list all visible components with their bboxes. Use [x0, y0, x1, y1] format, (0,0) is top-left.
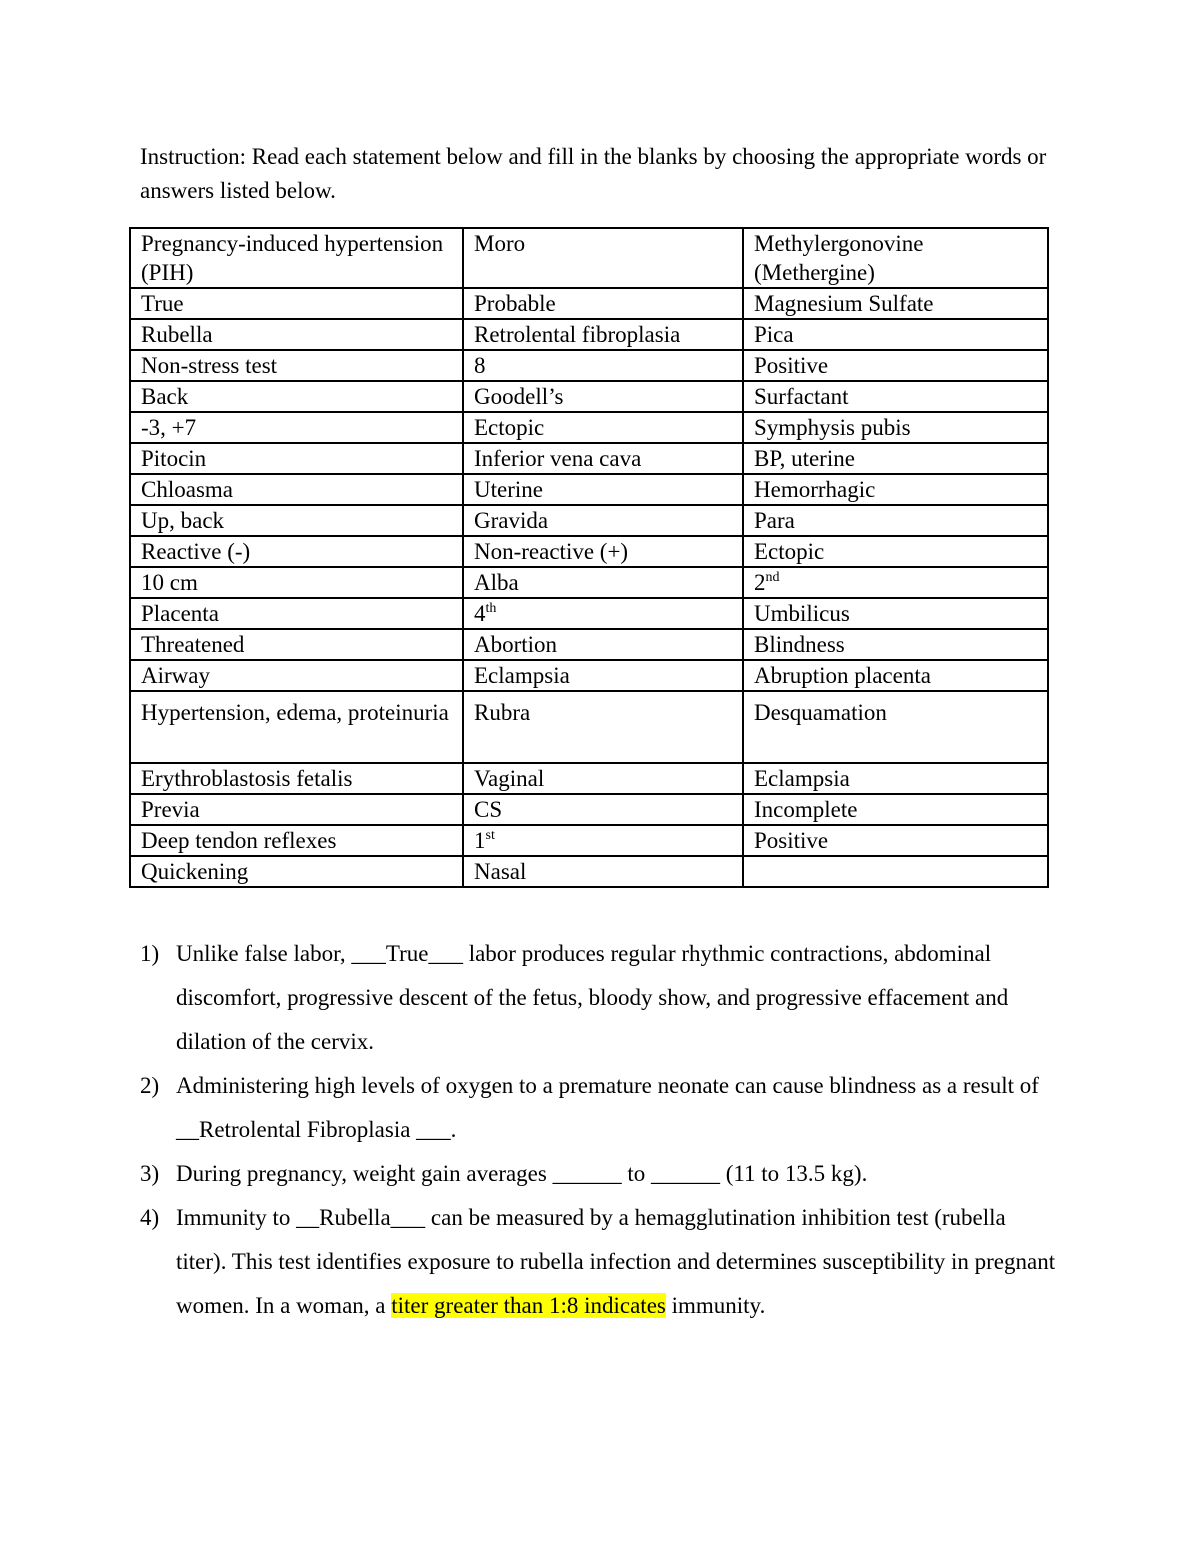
table-row: [130, 350, 1048, 381]
table-row: [130, 474, 1048, 505]
word-bank-table: [129, 227, 1049, 888]
table-cell: Erythroblastosis fetalis: [130, 763, 463, 794]
table-row: [130, 567, 1048, 598]
table-row: [130, 763, 1048, 794]
table-cell: Up, back: [130, 505, 463, 536]
table-cell: Deep tendon reflexes: [130, 825, 463, 856]
question-item: [140, 932, 1060, 1064]
question-text: During pregnancy, weight gain averages ______ to ______ (11 to 13.5 kg).: [176, 1161, 868, 1186]
table-cell: Pregnancy-induced hypertension (PIH): [130, 228, 463, 288]
table-cell: Nasal: [463, 856, 743, 887]
table-row: [130, 825, 1048, 856]
table-row: [130, 381, 1048, 412]
table-cell: Vaginal: [463, 763, 743, 794]
table-cell: Pica: [743, 319, 1048, 350]
table-row: [130, 443, 1048, 474]
table-cell: Reactive (-): [130, 536, 463, 567]
question-text: Immunity to __Rubella___ can be measured by a hemagglutination inhibition test (rubella titer). This test identifies exposure to rubella infection and determines susceptibility in pregnant women. In a woman, a: [176, 1205, 1056, 1318]
table-cell: Blindness: [743, 629, 1048, 660]
table-cell: Pitocin: [130, 443, 463, 474]
table-cell: Ectopic: [743, 536, 1048, 567]
table-cell: Gravida: [463, 505, 743, 536]
table-cell: Placenta: [130, 598, 463, 629]
table-cell: Hemorrhagic: [743, 474, 1048, 505]
ordinal-number: 4: [474, 601, 486, 626]
table-cell: Non-reactive (+): [463, 536, 743, 567]
table-row: [130, 794, 1048, 825]
question-item: [140, 1196, 1060, 1328]
table-cell: 10 cm: [130, 567, 463, 598]
table-row: [130, 319, 1048, 350]
table-cell: Chloasma: [130, 474, 463, 505]
table-cell: Umbilicus: [743, 598, 1048, 629]
table-cell: [463, 825, 743, 856]
ordinal-number: 2: [754, 570, 766, 595]
table-cell: Eclampsia: [463, 660, 743, 691]
table-cell: Positive: [743, 825, 1048, 856]
table-row: [130, 288, 1048, 319]
table-cell: 8: [463, 350, 743, 381]
table-row: [130, 629, 1048, 660]
table-cell: [743, 856, 1048, 887]
table-cell: CS: [463, 794, 743, 825]
table-cell: Uterine: [463, 474, 743, 505]
table-cell: Ectopic: [463, 412, 743, 443]
question-text: Unlike false labor, ___True___ labor produces regular rhythmic contractions, abdominal discomfort, progressive descent of the fetus, bloody show, and progressive effacement and dilation of the cervix.: [176, 941, 1009, 1054]
table-row: [130, 228, 1048, 288]
table-row: [130, 660, 1048, 691]
table-cell: Probable: [463, 288, 743, 319]
table-cell: Rubra: [463, 691, 743, 763]
table-cell: Incomplete: [743, 794, 1048, 825]
table-cell: Goodell’s: [463, 381, 743, 412]
question-item: [140, 1064, 1060, 1152]
table-cell: Surfactant: [743, 381, 1048, 412]
table-cell: True: [130, 288, 463, 319]
table-cell: Positive: [743, 350, 1048, 381]
question-text: Administering high levels of oxygen to a premature neonate can cause blindness as a result of __Retrolental Fibroplasia ___.: [176, 1073, 1039, 1142]
question-item: [140, 1152, 1060, 1196]
table-cell: Back: [130, 381, 463, 412]
table-cell: [743, 567, 1048, 598]
question-text: immunity.: [665, 1293, 766, 1318]
table-cell: Rubella: [130, 319, 463, 350]
question-list: [140, 932, 1060, 1328]
table-cell: Moro: [463, 228, 743, 288]
table-cell: Desquamation: [743, 691, 1048, 763]
table-cell: Hypertension, edema, proteinuria: [130, 691, 463, 763]
table-row: [130, 691, 1048, 763]
ordinal-number: 1: [474, 828, 486, 853]
table-cell: Previa: [130, 794, 463, 825]
ordinal-suffix: th: [485, 601, 497, 616]
table-cell: Abortion: [463, 629, 743, 660]
table-cell: Airway: [130, 660, 463, 691]
table-cell: Magnesium Sulfate: [743, 288, 1048, 319]
table-cell: Abruption placenta: [743, 660, 1048, 691]
ordinal-suffix: nd: [765, 570, 780, 585]
table-cell: Non-stress test: [130, 350, 463, 381]
table-cell: Inferior vena cava: [463, 443, 743, 474]
table-row: [130, 412, 1048, 443]
table-cell: Para: [743, 505, 1048, 536]
table-cell: Eclampsia: [743, 763, 1048, 794]
table-cell: Methylergonovine (Methergine): [743, 228, 1048, 288]
table-row: [130, 505, 1048, 536]
table-row: [130, 536, 1048, 567]
question-number: 2): [140, 1073, 160, 1098]
table-cell: Retrolental fibroplasia: [463, 319, 743, 350]
highlighted-text: titer greater than 1:8 indicates: [391, 1293, 666, 1318]
table-cell: Threatened: [130, 629, 463, 660]
table-row: [130, 598, 1048, 629]
question-number: 1): [140, 941, 160, 966]
table-row: [130, 856, 1048, 887]
question-number: 3): [140, 1161, 160, 1186]
instruction-text: Instruction: Read each statement below and fill in the blanks by choosing the appropriate words or answers listed below.: [140, 144, 1047, 203]
table-cell: [463, 598, 743, 629]
table-cell: Alba: [463, 567, 743, 598]
question-number: 4): [140, 1205, 160, 1230]
ordinal-suffix: st: [485, 828, 495, 843]
table-cell: -3, +7: [130, 412, 463, 443]
table-cell: BP, uterine: [743, 443, 1048, 474]
table-cell: Symphysis pubis: [743, 412, 1048, 443]
table-cell: Quickening: [130, 856, 463, 887]
